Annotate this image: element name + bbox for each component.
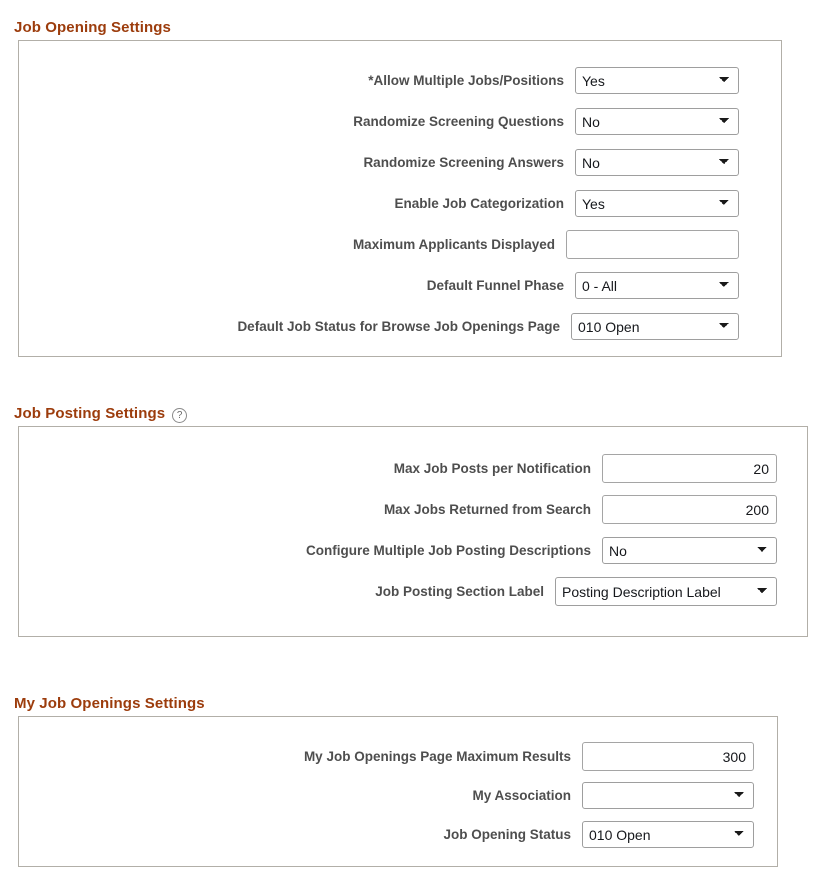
enable-job-categorization-select[interactable] [575,190,739,217]
field-row-max-jobs-returned-from-search [19,489,807,530]
field-row-job-opening-status [19,815,777,854]
field-label: Maximum Applicants Displayed [352,236,555,252]
job-opening-status-select[interactable] [582,821,754,848]
section-heading-job-posting-settings [14,405,187,423]
field-row-enable-job-categorization [19,183,781,224]
max-job-posts-per-notification-input[interactable] [602,454,777,483]
field-row-my-job-openings-page-maximum-results [19,737,777,776]
maximum-applicants-displayed-input[interactable] [566,230,739,259]
field-row-maximum-applicants-displayed [19,224,781,265]
field-list [19,717,777,854]
field-label: Default Funnel Phase [426,277,564,293]
job-posting-section-label-select[interactable] [555,577,777,606]
field-list [19,41,781,347]
field-row-max-job-posts-per-notification [19,448,807,489]
section-heading-job-opening-settings [14,19,171,37]
field-label: Max Job Posts per Notification [393,460,591,476]
panel-my-job-openings-settings [18,716,778,867]
field-row-job-posting-section-label [19,571,807,612]
field-label: Max Jobs Returned from Search [383,501,591,517]
field-label: Configure Multiple Job Posting Descriptions [305,542,591,558]
field-label: *Allow Multiple Jobs/Positions [368,72,564,88]
section-title: Job Opening Settings [14,19,172,36]
field-row-default-funnel-phase [19,265,781,306]
max-jobs-returned-from-search-input[interactable] [602,495,777,524]
section-heading-my-job-openings-settings [14,695,205,713]
field-label: Default Job Status for Browse Job Openings Page [237,318,560,334]
section-title: Job Posting Settings [14,405,166,422]
field-label: My Association [472,787,571,803]
default-funnel-phase-select[interactable] [575,272,739,299]
section-title: My Job Openings Settings [14,695,205,712]
configure-multiple-job-posting-descriptions-select[interactable] [602,537,777,564]
field-list [19,427,807,612]
question-mark-circle-icon[interactable]: ? [172,408,187,423]
field-label: Job Opening Status [443,826,571,842]
randomize-screening-answers-select[interactable] [575,149,739,176]
randomize-screening-questions-select[interactable] [575,108,739,135]
field-row-default-job-status-browse [19,306,781,347]
my-job-openings-page-maximum-results-input[interactable] [582,742,754,771]
default-job-status-browse-select[interactable] [571,313,739,340]
field-row-my-association [19,776,777,815]
field-label: My Job Openings Page Maximum Results [303,748,571,764]
panel-job-opening-settings [18,40,782,357]
field-row-configure-multiple-job-posting-descriptions [19,530,807,571]
field-label: Randomize Screening Answers [363,154,564,170]
field-row-randomize-screening-questions [19,101,781,142]
field-label: Job Posting Section Label [375,583,544,599]
my-association-select[interactable] [582,782,754,809]
field-row-allow-multiple-jobs-positions [19,60,781,101]
allow-multiple-jobs-positions-select[interactable] [575,67,739,94]
field-row-randomize-screening-answers [19,142,781,183]
field-label: Randomize Screening Questions [353,113,564,129]
field-label: Enable Job Categorization [394,195,564,211]
panel-job-posting-settings [18,426,808,637]
